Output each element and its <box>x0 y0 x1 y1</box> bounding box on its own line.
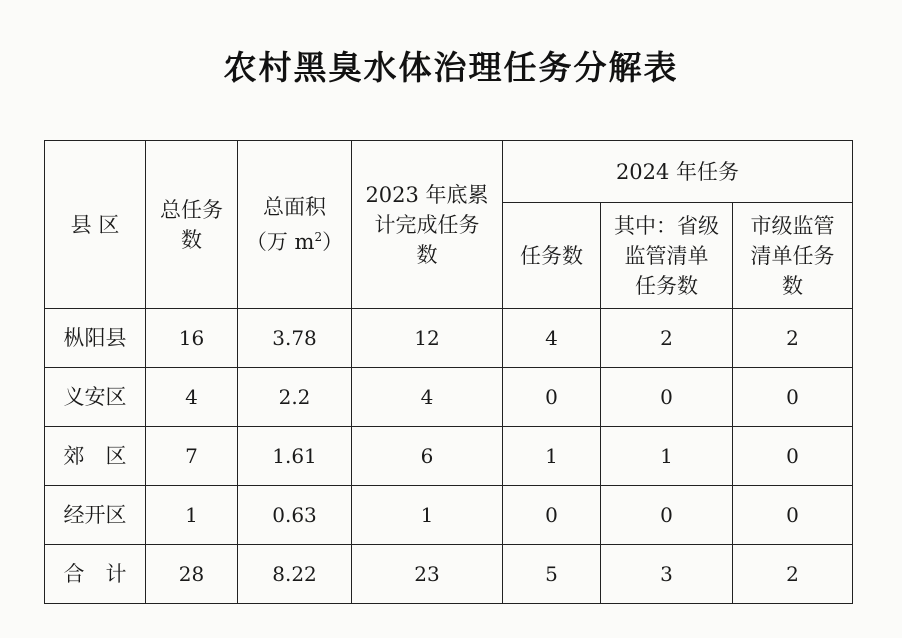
cell-area: 0.63 <box>238 486 352 545</box>
cell-total-tasks: 7 <box>146 427 238 486</box>
header-total-area: 总面积 （万 $m^2$） <box>238 141 352 309</box>
header-completed-2023: 2023 年底累 计完成任务 数 <box>352 141 503 309</box>
table-row <box>45 486 853 545</box>
cell-provincial: 0 <box>601 486 733 545</box>
table-row <box>45 309 853 368</box>
cell-provincial: 1 <box>601 427 733 486</box>
cell-completed: 4 <box>352 368 503 427</box>
cell-provincial: 0 <box>601 368 733 427</box>
cell-total-tasks: 16 <box>146 309 238 368</box>
cell-county: 枞阳县 <box>45 309 146 368</box>
task-breakdown-table <box>44 140 853 604</box>
cell-task-count: 0 <box>503 486 601 545</box>
header-total-tasks: 总任务 数 <box>146 141 238 309</box>
header-county: 县 区 <box>45 141 146 309</box>
cell-completed: 12 <box>352 309 503 368</box>
cell-provincial: 2 <box>601 309 733 368</box>
cell-city: 0 <box>733 486 853 545</box>
cell-task-count: 0 <box>503 368 601 427</box>
header-row-1 <box>45 141 853 203</box>
cell-area: 3.78 <box>238 309 352 368</box>
table-row <box>45 368 853 427</box>
document-title: 农村黑臭水体治理任务分解表 <box>223 48 679 87</box>
table-row-total <box>45 545 853 604</box>
cell-completed: 6 <box>352 427 503 486</box>
cell-city: 0 <box>733 368 853 427</box>
cell-county: 义安区 <box>45 368 146 427</box>
header-task-count: 任务数 <box>503 203 601 309</box>
header-city: 市级监管 清单任务 数 <box>733 203 853 309</box>
cell-county: 郊 区 <box>45 427 146 486</box>
cell-area: 2.2 <box>238 368 352 427</box>
cell-task-count: 4 <box>503 309 601 368</box>
table-row <box>45 427 853 486</box>
cell-provincial: 3 <box>601 545 733 604</box>
cell-city: 0 <box>733 427 853 486</box>
cell-completed: 23 <box>352 545 503 604</box>
cell-area: 8.22 <box>238 545 352 604</box>
cell-task-count: 5 <box>503 545 601 604</box>
header-tasks-2024: 2024 年任务 <box>503 141 853 203</box>
cell-county: 合 计 <box>45 545 146 604</box>
cell-total-tasks: 28 <box>146 545 238 604</box>
cell-completed: 1 <box>352 486 503 545</box>
header-provincial: 其中：省级 监管清单 任务数 <box>601 203 733 309</box>
cell-total-tasks: 4 <box>146 368 238 427</box>
cell-task-count: 1 <box>503 427 601 486</box>
cell-county: 经开区 <box>45 486 146 545</box>
cell-city: 2 <box>733 309 853 368</box>
cell-area: 1.61 <box>238 427 352 486</box>
cell-total-tasks: 1 <box>146 486 238 545</box>
cell-city: 2 <box>733 545 853 604</box>
